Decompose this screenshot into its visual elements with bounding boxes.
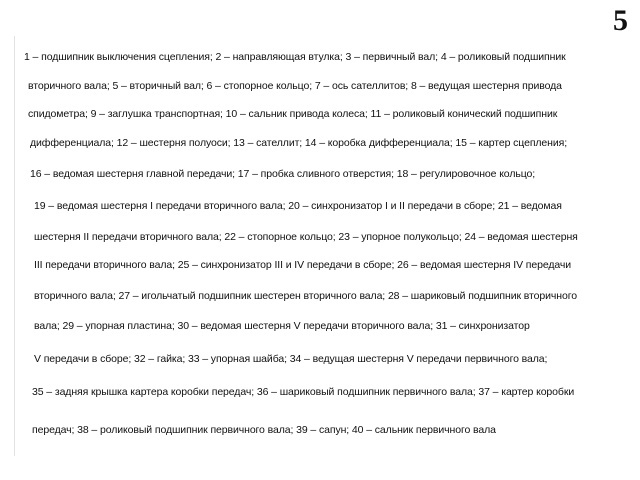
legend-line-1: 1 – подшипник выключения сцепления; 2 – направляющая втулка; 3 – первичный вал; 4 – роликовый подшипник: [24, 51, 566, 63]
legend-line-10: вала; 29 – упорная пластина; 30 – ведомая шестерня V передачи вторичного вала; 31 – синхронизатор: [34, 320, 530, 332]
legend-line-13: передач; 38 – роликовый подшипник первичного вала; 39 – сапун; 40 – сальник первичного вала: [32, 424, 496, 436]
legend-line-11: V передачи в сборе; 32 – гайка; 33 – упорная шайба; 34 – ведущая шестерня V передачи первичного вала;: [34, 353, 548, 365]
legend-line-3: спидометра; 9 – заглушка транспортная; 10 – сальник привода колеса; 11 – роликовый конический подшипник: [28, 108, 558, 120]
legend-line-7: шестерня II передачи вторичного вала; 22 – стопорное кольцо; 23 – упорное полукольцо; 24 – ведомая шестерня: [34, 231, 578, 243]
legend-line-5: 16 – ведомая шестерня главной передачи; 17 – пробка сливного отверстия; 18 – регулировочное кольцо;: [30, 168, 536, 180]
legend-line-8: III передачи вторичного вала; 25 – синхронизатор III и IV передачи в сборе; 26 – ведомая шестерня IV передачи: [34, 259, 572, 271]
legend-line-6: 19 – ведомая шестерня I передачи вторичного вала; 20 – синхронизатор I и II передачи в сборе; 21 – ведомая: [34, 200, 562, 212]
legend-line-2: вторичного вала; 5 – вторичный вал; 6 – стопорное кольцо; 7 – ось сателлитов; 8 – ведущая шестерня привода: [28, 80, 562, 92]
page-number: 5: [613, 4, 628, 37]
legend-line-4: дифференциала; 12 – шестерня полуоси; 13 – сателлит; 14 – коробка дифференциала; 15 – картер сцепления;: [30, 137, 568, 149]
legend-line-9: вторичного вала; 27 – игольчатый подшипник шестерен вторичного вала; 28 – шариковый подшипник вторичного: [34, 290, 577, 302]
left-divider: [14, 36, 15, 456]
legend-line-12: 35 – задняя крышка картера коробки передач; 36 – шариковый подшипник первичного вала; 37 – картер коробки: [32, 386, 575, 398]
